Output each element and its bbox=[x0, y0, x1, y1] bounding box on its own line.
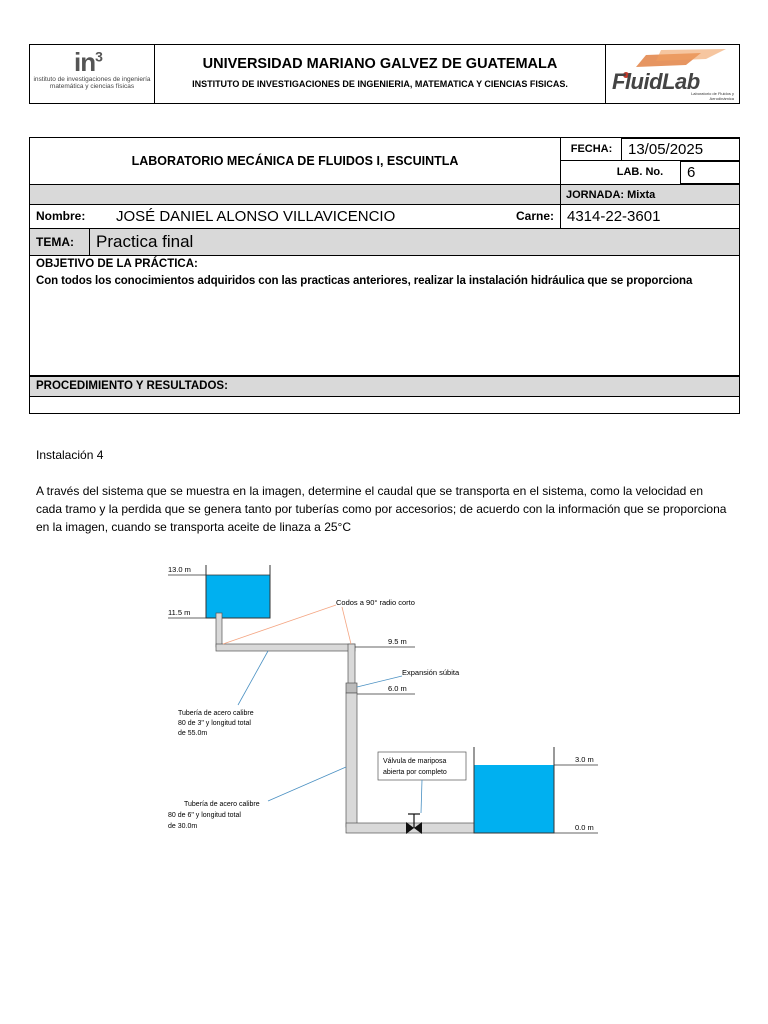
jornada bbox=[566, 185, 655, 204]
fluidlab-logo-caption: Laboratorio de Fluidos y Aerodinámica bbox=[691, 91, 734, 101]
lab-no-value bbox=[680, 161, 740, 184]
objetivo-text: Con todos los conocimientos adquiridos con las practicas anteriores, realizar la instalación hidráulica que se proporciona bbox=[36, 275, 693, 287]
fluidlab-logo-text: FluidLab bbox=[612, 69, 700, 94]
fecha-value bbox=[621, 138, 740, 161]
pipe6-vertical bbox=[346, 693, 357, 827]
lower-tank-water bbox=[474, 765, 554, 833]
carne-value: 4314-22-3601 bbox=[567, 207, 661, 225]
lab-no-label: LAB. No. bbox=[616, 166, 664, 178]
jornada-divider bbox=[560, 184, 561, 204]
expansion-label: Expansión súbita bbox=[402, 668, 460, 677]
pipe6-label-2: 80 de 6" y longitud total bbox=[168, 812, 241, 819]
level-0-label: 0.0 m bbox=[575, 823, 594, 832]
nombre-label: Nombre: bbox=[36, 209, 86, 223]
pipe6-leader bbox=[268, 767, 346, 801]
carne-label: Carne: bbox=[516, 209, 555, 223]
level-9-5-label: 9.5 m bbox=[388, 637, 407, 646]
codos-leader-right bbox=[342, 607, 351, 644]
lab-no-value-text: 6 bbox=[687, 164, 696, 181]
objetivo-label: OBJETIVO DE LA PRÁCTICA: bbox=[36, 258, 198, 270]
upper-tank-water bbox=[206, 575, 270, 618]
tema-label: TEMA: bbox=[36, 234, 74, 249]
pipe3-vertical-down bbox=[348, 644, 355, 689]
valve-label-1: Válvula de mariposa bbox=[383, 758, 447, 765]
valve-leader bbox=[421, 780, 422, 813]
level-11-5-label: 11.5 m bbox=[168, 608, 191, 617]
jornada-value: Mixta bbox=[627, 188, 656, 201]
pipe3-label-2: 80 de 3" y longitud total bbox=[178, 720, 251, 727]
level-3-label: 3.0 m bbox=[575, 755, 594, 764]
header-divider-left bbox=[154, 44, 155, 104]
fecha-value-text: 13/05/2025 bbox=[628, 141, 704, 158]
codos-label: Codos a 90° radio corto bbox=[336, 598, 415, 607]
pipe3-horizontal bbox=[216, 644, 355, 651]
pipe3-leader bbox=[238, 651, 268, 705]
pipe6-label-1: Tubería de acero calibre bbox=[184, 801, 260, 808]
expansion-fitting bbox=[346, 683, 357, 693]
in3-logo bbox=[30, 45, 154, 103]
pipe3-vertical-drop bbox=[216, 613, 222, 647]
pipe3-label-1: Tubería de acero calibre bbox=[178, 710, 254, 717]
tema-value: Practica final bbox=[96, 231, 194, 251]
tema-divider bbox=[89, 228, 90, 255]
in3-logo-caption: instituto de investigaciones de ingeniería matemática y ciencias físicas bbox=[33, 76, 151, 90]
in3-logo-letters: in bbox=[74, 47, 96, 77]
hydraulic-diagram bbox=[150, 555, 610, 845]
level-13-label: 13.0 m bbox=[168, 565, 191, 574]
institute-subtitle: INSTITUTO DE INVESTIGACIONES DE INGENIERIA, MATEMATICA Y CIENCIAS FISICAS. bbox=[192, 79, 568, 89]
problem-paragraph: A través del sistema que se muestra en la imagen, determine el caudal que se transporta en el sistema, como la velocidad en cada tramo y la perdida que se genera tanto por tuberías como por accesorios; de acuerdo con la información que se proporciona en la imagen, cuando se transporta aceite de linaza a 25°C bbox=[36, 484, 727, 534]
fluidlab-logo bbox=[606, 45, 739, 103]
valve-label-2: abierta por completo bbox=[383, 769, 447, 776]
carne-divider bbox=[560, 204, 561, 228]
level-6-label: 6.0 m bbox=[388, 684, 407, 693]
nombre-value: JOSÉ DANIEL ALONSO VILLAVICENCIO bbox=[116, 207, 396, 225]
in3-logo-mark bbox=[74, 47, 102, 78]
in3-logo-sup: 3 bbox=[95, 48, 102, 65]
lab-title: LABORATORIO MECÁNICA DE FLUIDOS I, ESCUINTLA bbox=[131, 154, 459, 168]
university-title: UNIVERSIDAD MARIANO GALVEZ DE GUATEMALA bbox=[202, 56, 558, 72]
jornada-label: JORNADA: bbox=[566, 188, 625, 201]
procedimiento-label: PROCEDIMIENTO Y RESULTADOS: bbox=[36, 380, 228, 392]
pipe6-label-3: de 30.0m bbox=[168, 823, 198, 830]
fecha-label: FECHA: bbox=[570, 143, 613, 155]
installation-heading: Instalación 4 bbox=[36, 448, 104, 462]
pipe3-label-3: de 55.0m bbox=[178, 730, 208, 737]
